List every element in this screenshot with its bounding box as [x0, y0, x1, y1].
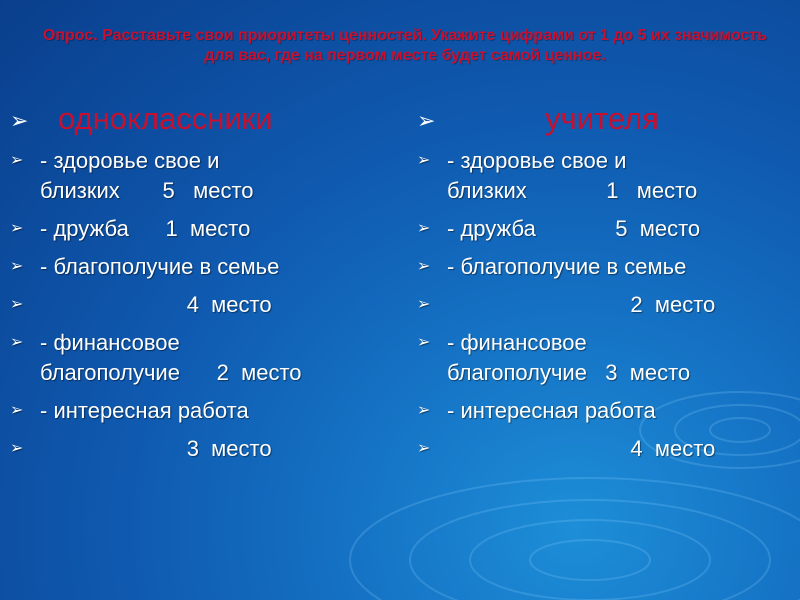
arrow-bullet-icon: ➢	[417, 440, 431, 457]
arrow-bullet-icon: ➢	[417, 334, 431, 351]
arrow-bullet-icon: ➢	[10, 296, 24, 313]
list-item	[8, 214, 388, 244]
arrow-bullet-icon: ➢	[10, 220, 24, 237]
survey-title: Опрос. Расставьте свои приоритеты ценностей. Укажите цифрами от 1 до 5 их значимость для вас, где на первом месте будет самой ценное.	[42, 27, 768, 64]
teachers-heading	[415, 100, 795, 138]
classmates-heading	[8, 100, 388, 138]
list-item	[415, 214, 795, 244]
list-item-text: 3 место	[40, 436, 272, 461]
arrow-bullet-icon: ➢	[10, 258, 24, 275]
arrow-bullet-icon: ➢	[10, 440, 24, 457]
list-item	[415, 146, 795, 206]
arrow-bullet-icon: ➢	[10, 334, 24, 351]
arrow-bullet-icon: ➢	[10, 108, 29, 133]
list-item-text: - здоровье свое и	[447, 148, 627, 173]
list-item	[8, 146, 388, 206]
arrow-bullet-icon: ➢	[417, 220, 431, 237]
arrow-bullet-icon: ➢	[417, 402, 431, 419]
list-item	[415, 290, 795, 320]
arrow-bullet-icon: ➢	[10, 402, 24, 419]
list-item	[415, 434, 795, 464]
list-item-text: - благополучие в семье	[40, 254, 280, 279]
heading-text: одноклассники	[58, 101, 273, 136]
list-item-text: - финансовое	[447, 330, 587, 355]
list-item-text: 2 место	[447, 292, 716, 317]
list-item-text: - благополучие в семье	[447, 254, 687, 279]
list-item-text: - интересная работа	[447, 398, 656, 423]
list-item-text: - здоровье свое и	[40, 148, 220, 173]
list-item-text: - дружба 1 место	[40, 216, 251, 241]
arrow-bullet-icon: ➢	[417, 108, 436, 133]
arrow-bullet-icon: ➢	[417, 152, 431, 169]
list-item	[415, 396, 795, 426]
list-item-text: благополучие 3 место	[447, 360, 691, 385]
arrow-bullet-icon: ➢	[10, 152, 24, 169]
list-item-text: близких 5 место	[40, 178, 254, 203]
list-item-text: - интересная работа	[40, 398, 249, 423]
list-item-text: близких 1 место	[447, 178, 698, 203]
list-item	[8, 252, 388, 282]
arrow-bullet-icon: ➢	[417, 296, 431, 313]
list-item-text: - дружба 5 место	[447, 216, 701, 241]
list-item-text: 4 место	[447, 436, 716, 461]
heading-text: учителя	[545, 101, 659, 136]
list-item	[415, 252, 795, 282]
list-item	[8, 434, 388, 464]
list-item	[415, 328, 795, 388]
list-item	[8, 396, 388, 426]
list-item	[8, 290, 388, 320]
list-item-text: 4 место	[40, 292, 272, 317]
list-item-text: - финансовое	[40, 330, 180, 355]
classmates-column	[8, 100, 388, 472]
list-item-text: благополучие 2 место	[40, 360, 302, 385]
teachers-column	[415, 100, 795, 472]
arrow-bullet-icon: ➢	[417, 258, 431, 275]
list-item	[8, 328, 388, 388]
